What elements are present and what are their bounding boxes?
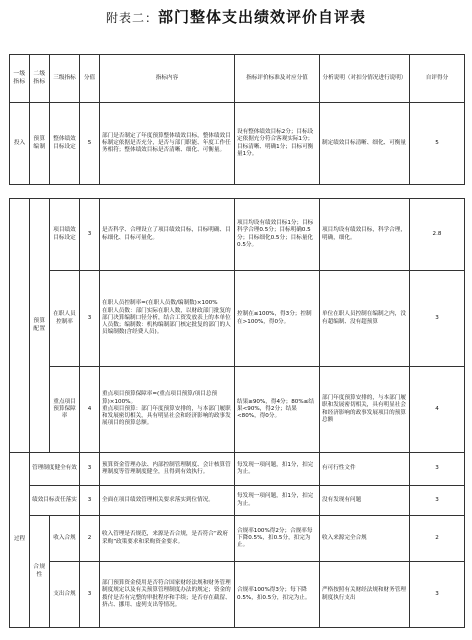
analysis-cell: 部门年度预算安排的，与本部门履职和发展密切相关，具有明显社会和经济影响的政事发展项目的预算总额 bbox=[320, 367, 410, 453]
header-level2: 二级指标 bbox=[30, 55, 50, 103]
level2-cell: 绩效目标责任落实 bbox=[30, 486, 80, 516]
level3-cell: 整体绩效目标设定 bbox=[50, 103, 80, 185]
level3-cell: 支出合规 bbox=[50, 562, 80, 628]
self-score-cell: 3 bbox=[410, 271, 465, 367]
level3-cell: 项目绩效目标设定 bbox=[50, 199, 80, 271]
self-score-cell: 3 bbox=[410, 453, 465, 486]
title-main: 部门整体支出绩效评价自评表 bbox=[158, 8, 367, 26]
table-row bbox=[10, 103, 465, 185]
level1-cell: 过程 bbox=[10, 453, 30, 628]
score-cell: 3 bbox=[80, 562, 100, 628]
analysis-cell: 制定绩效目标清晰、细化、可衡量 bbox=[320, 103, 410, 185]
content-cell: 收入管理是否规范，来源是否合规，是否符合“政府采购”政策要求和采购资金要求。 bbox=[100, 516, 235, 562]
content-cell: 全面在项目绩效管理相关要求落实到位情况。 bbox=[100, 486, 235, 516]
header-analysis: 分析说明（对扣分情况进行说明） bbox=[320, 55, 410, 103]
header-content: 指标内容 bbox=[100, 55, 235, 103]
header-self-score: 自评得分 bbox=[410, 55, 465, 103]
level2-cell: 管理制度健全有效 bbox=[30, 453, 80, 486]
content-cell: 预算资金管理办法、内部控制管理制度、会计核算管理制度等管理制度健全，且得到有效执行。 bbox=[100, 453, 235, 486]
analysis-cell: 单位在职人员控制在编制之内，没有超编制、没有超预算 bbox=[320, 271, 410, 367]
self-score-cell: 5 bbox=[410, 103, 465, 185]
score-cell: 4 bbox=[80, 367, 100, 453]
standard-cell: 每发现一项问题，扣1分，扣完为止。 bbox=[235, 486, 320, 516]
table-row bbox=[10, 199, 465, 271]
content-formula: 重点项目预算保障率=(重点项目预算/项目总预算)×100%。 bbox=[102, 391, 218, 405]
standard-cell: 合规率100%得3分；每下降0.5%，扣0.5分，扣完为止。 bbox=[235, 562, 320, 628]
level1-cell-empty bbox=[10, 199, 30, 453]
analysis-cell: 严格按照有关财经法规和财务管理制度执行支出 bbox=[320, 562, 410, 628]
level2-cell: 预算配置 bbox=[30, 199, 50, 453]
table-row bbox=[10, 516, 465, 562]
standard-cell: 控制在≤100%，得3分；控制在>100%，得0分。 bbox=[235, 271, 320, 367]
content-cell bbox=[100, 367, 235, 453]
self-score-cell: 3 bbox=[410, 562, 465, 628]
score-cell: 3 bbox=[80, 486, 100, 516]
self-score-cell: 4 bbox=[410, 367, 465, 453]
standard-cell: 合规率100%得2分；合规率每下降0.5%，扣0.5分，扣完为止。 bbox=[235, 516, 320, 562]
table-row bbox=[10, 271, 465, 367]
header-level1: 一级指标 bbox=[10, 55, 30, 103]
analysis-cell: 有可行性文件 bbox=[320, 453, 410, 486]
standard-cell: 每发现一项问题，扣1分，扣完为止。 bbox=[235, 453, 320, 486]
standard-cell: 结果≥90%，得4分；80%≤结果<90%，得2分；结果<80%，得0分。 bbox=[235, 367, 320, 453]
content-formula: 在职人员控制率=(在职人员数/编制数)×100% bbox=[102, 300, 218, 307]
header-level3: 三级指标 bbox=[50, 55, 80, 103]
level3-cell: 在职人员控制率 bbox=[50, 271, 80, 367]
self-score-cell: 2 bbox=[410, 516, 465, 562]
content-cell: 是否科学、合理设立了项目绩效目标，目标明确、目标细化、目标可量化。 bbox=[100, 199, 235, 271]
table-row bbox=[10, 486, 465, 516]
content-note: 重点项目预算：部门年度预算安排的，与本部门履职和发展密切相关，具有明显社会和经济影响的政事发展项目的预算总额。 bbox=[102, 405, 231, 427]
standard-cell: 设有整体绩效目标2分；目标设定依据充分符合客观实际1分；目标清晰、明确1分；目标可衡量1分。 bbox=[235, 103, 320, 185]
standard-cell: 项目均设有绩效目标1分；目标科学合理0.5分；目标明确0.5分；目标细化0.5分；目标量化0.5分。 bbox=[235, 199, 320, 271]
score-cell: 3 bbox=[80, 453, 100, 486]
level3-cell: 重点项目预算保障率 bbox=[50, 367, 80, 453]
analysis-cell: 项目均设有绩效目标，科学合理，明确，细化。 bbox=[320, 199, 410, 271]
level3-cell: 收入合规 bbox=[50, 516, 80, 562]
table-row bbox=[10, 367, 465, 453]
score-cell: 5 bbox=[80, 103, 100, 185]
content-cell: 部门预算资金使用是否符合国家财经法规和财务管理制度规定以及有关预算管理制度办法的规定；资金的拨付是否有完整的审批程序和手续；是否存在截留、挤占、挪用、虚列支出等情况。 bbox=[100, 562, 235, 628]
table-row bbox=[10, 562, 465, 628]
content-cell bbox=[100, 271, 235, 367]
evaluation-table-top bbox=[9, 54, 465, 185]
evaluation-table-bottom bbox=[9, 198, 465, 628]
content-cell: 部门是否制定了年度预算整体绩效目标，整体绩效目标制定依据是否充分，是否与部门职能、年度工作任务相符；整体绩效目标是否清晰、细化、可衡量。 bbox=[100, 103, 235, 185]
level2-cell: 预算编制 bbox=[30, 103, 50, 185]
content-note: 在职人员数：部门实际在职人数，以财政部门批复的部门决算编制口径分析，结合工资发放表上的本单位人员数；编制数：机构编制部门核定批复的部门的人员编制数(含经费人员)。 bbox=[102, 307, 231, 336]
self-score-cell: 3 bbox=[410, 486, 465, 516]
page-title bbox=[0, 6, 472, 27]
level1-cell: 投入 bbox=[10, 103, 30, 185]
analysis-cell: 没有发现有问题 bbox=[320, 486, 410, 516]
score-cell: 2 bbox=[80, 516, 100, 562]
analysis-cell: 收入来源完全合规 bbox=[320, 516, 410, 562]
table-row bbox=[10, 453, 465, 486]
score-cell: 3 bbox=[80, 271, 100, 367]
score-cell: 3 bbox=[80, 199, 100, 271]
table-header bbox=[10, 55, 465, 103]
header-score: 分值 bbox=[80, 55, 100, 103]
header-standard: 指标评价标准及对应分值 bbox=[235, 55, 320, 103]
title-prefix: 附表二： bbox=[105, 11, 158, 25]
self-score-cell: 2.8 bbox=[410, 199, 465, 271]
level2-cell: 合规性 bbox=[30, 516, 50, 628]
